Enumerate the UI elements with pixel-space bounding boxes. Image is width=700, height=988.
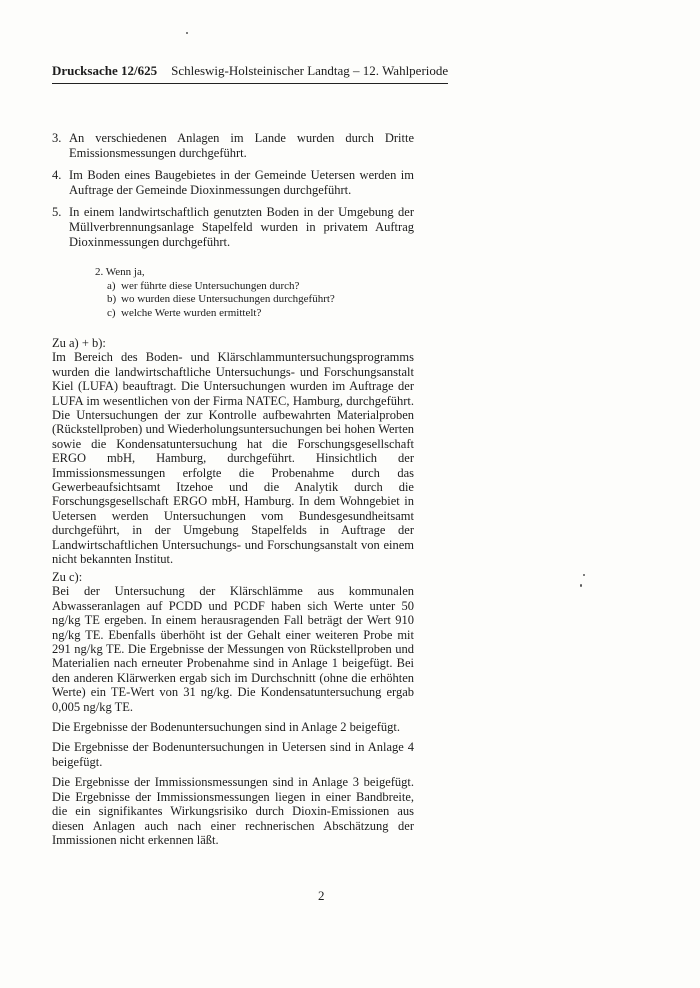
parliament-title: Schleswig-Holsteinischer Landtag – 12. Wahlperiode: [171, 63, 449, 78]
list-number: 5.: [52, 205, 62, 219]
scan-speck: [580, 584, 582, 587]
list-item: [52, 131, 414, 161]
scan-speck: [186, 32, 188, 34]
question-block: [95, 266, 395, 320]
question-item: [95, 280, 395, 294]
question-text: wo wurden diese Untersuchungen durchgeführt?: [121, 293, 335, 306]
question-item: [95, 293, 395, 307]
answer-ab-heading: Zu a) + b):: [52, 336, 106, 350]
answer-c-paragraph-1: Bei der Untersuchung der Klärschlämme aus kommunalen Abwasseranlagen auf PCDD und PCDF haben sich Werte unter 50 ng/kg TE ergeben. In einem herausragenden Fall beträgt der Wert 910 ng/kg TE. Ebenfalls überhöht ist der Gehalt einer weiteren Probe mit 291 ng/kg TE. Die Ergebnisse der Messungen von Rückstellproben und Materialien nach erneuter Probenahme sind in Anlage 1 beigefügt. Bei den anderen Klärwerken ergab sich im Durchschnitt (ohne die erhöhten Werte) ein TE-Wert von 31 ng/kg. Die Kondensatuntersuchung ergab 0,005 ng/kg TE.: [52, 584, 414, 714]
question-label: a): [107, 279, 116, 292]
list-text: In einem landwirtschaftlich genutzten Boden in der Umgebung der Müllverbrennungsanlage Stapelfeld wurden in privatem Auftrag Dioxinmessungen durchgeführt.: [69, 205, 414, 249]
measurement-list: [52, 131, 414, 257]
answer-ab-text: Im Bereich des Boden- und Klärschlammuntersuchungsprogramms wurden die landwirtschaftliche Untersuchungs- und Forschungsanstalt Kiel (LUFA) beauftragt. Die Untersuchungen wurden im Auftrage der LUFA im wesentlichen von der Firma NATEC, Hamburg, durchgeführt. Die Untersuchungen der zur Kontrolle aufbewahrten Materialproben (Rückstellproben) und Wiederholungsuntersuchungen bei hohen Werten sowie die Kondensatuntersuchung hat die Forschungsgesellschaft ERGO mbH, Hamburg, durchgeführt. Hinsichtlich der Immissionsmessungen erfolgte die Probenahme durch das Gewerbeaufsichtsamt Itzehoe und die Analytik durch die Forschungsgesellschaft ERGO mbH, Hamburg. In dem Wohngebiet in Uetersen werden Untersuchungen vom Bundesgesundheitsamt durchgeführt, in der Umgebung Stapelfelds in Auftrage der Landwirtschaftlichen Untersuchungs- und Forschungsanstalt von einem nicht bekannten Institut.: [52, 350, 414, 567]
question-title: 2. Wenn ja,: [95, 266, 145, 278]
list-text: Im Boden eines Baugebietes in der Gemeinde Uetersen werden im Auftrage der Gemeinde Dioxinmessungen durchgeführt.: [69, 168, 414, 197]
answer-ab-section: [52, 336, 414, 567]
answer-c-paragraph-3: Die Ergebnisse der Bodenuntersuchungen in Uetersen sind in Anlage 4 beigefügt.: [52, 740, 414, 769]
list-item: [52, 168, 414, 198]
question-label: c): [107, 306, 116, 319]
answer-c-section: [52, 570, 414, 847]
list-text: An verschiedenen Anlagen im Lande wurden durch Dritte Emissionsmessungen durchgeführt.: [69, 131, 414, 160]
page-header: [52, 63, 448, 84]
question-text: wer führte diese Untersuchungen durch?: [121, 279, 300, 292]
list-number: 4.: [52, 168, 62, 182]
answer-c-paragraph-2: Die Ergebnisse der Bodenuntersuchungen sind in Anlage 2 beigefügt.: [52, 720, 400, 735]
question-label: b): [107, 293, 117, 306]
question-item: [95, 307, 395, 321]
list-number: 3.: [52, 131, 62, 145]
list-item: [52, 205, 414, 250]
scan-speck: [583, 574, 585, 576]
answer-c-heading: Zu c):: [52, 570, 83, 584]
question-text: welche Werte wurden ermittelt?: [121, 306, 262, 319]
page-number: 2: [318, 888, 325, 903]
answer-c-paragraph-4: Die Ergebnisse der Immissionsmessungen sind in Anlage 3 beigefügt. Die Ergebnisse der Immissionsmessungen liegen in einer Bandbreite, die ein signifikantes Wirkungsrisiko durch Dioxin-Emissionen aus diesen Anlagen auch nach einer rechnerischen Abschätzung der Immissionen nicht erkennen läßt.: [52, 775, 414, 847]
document-number: Drucksache 12/625: [52, 63, 158, 78]
